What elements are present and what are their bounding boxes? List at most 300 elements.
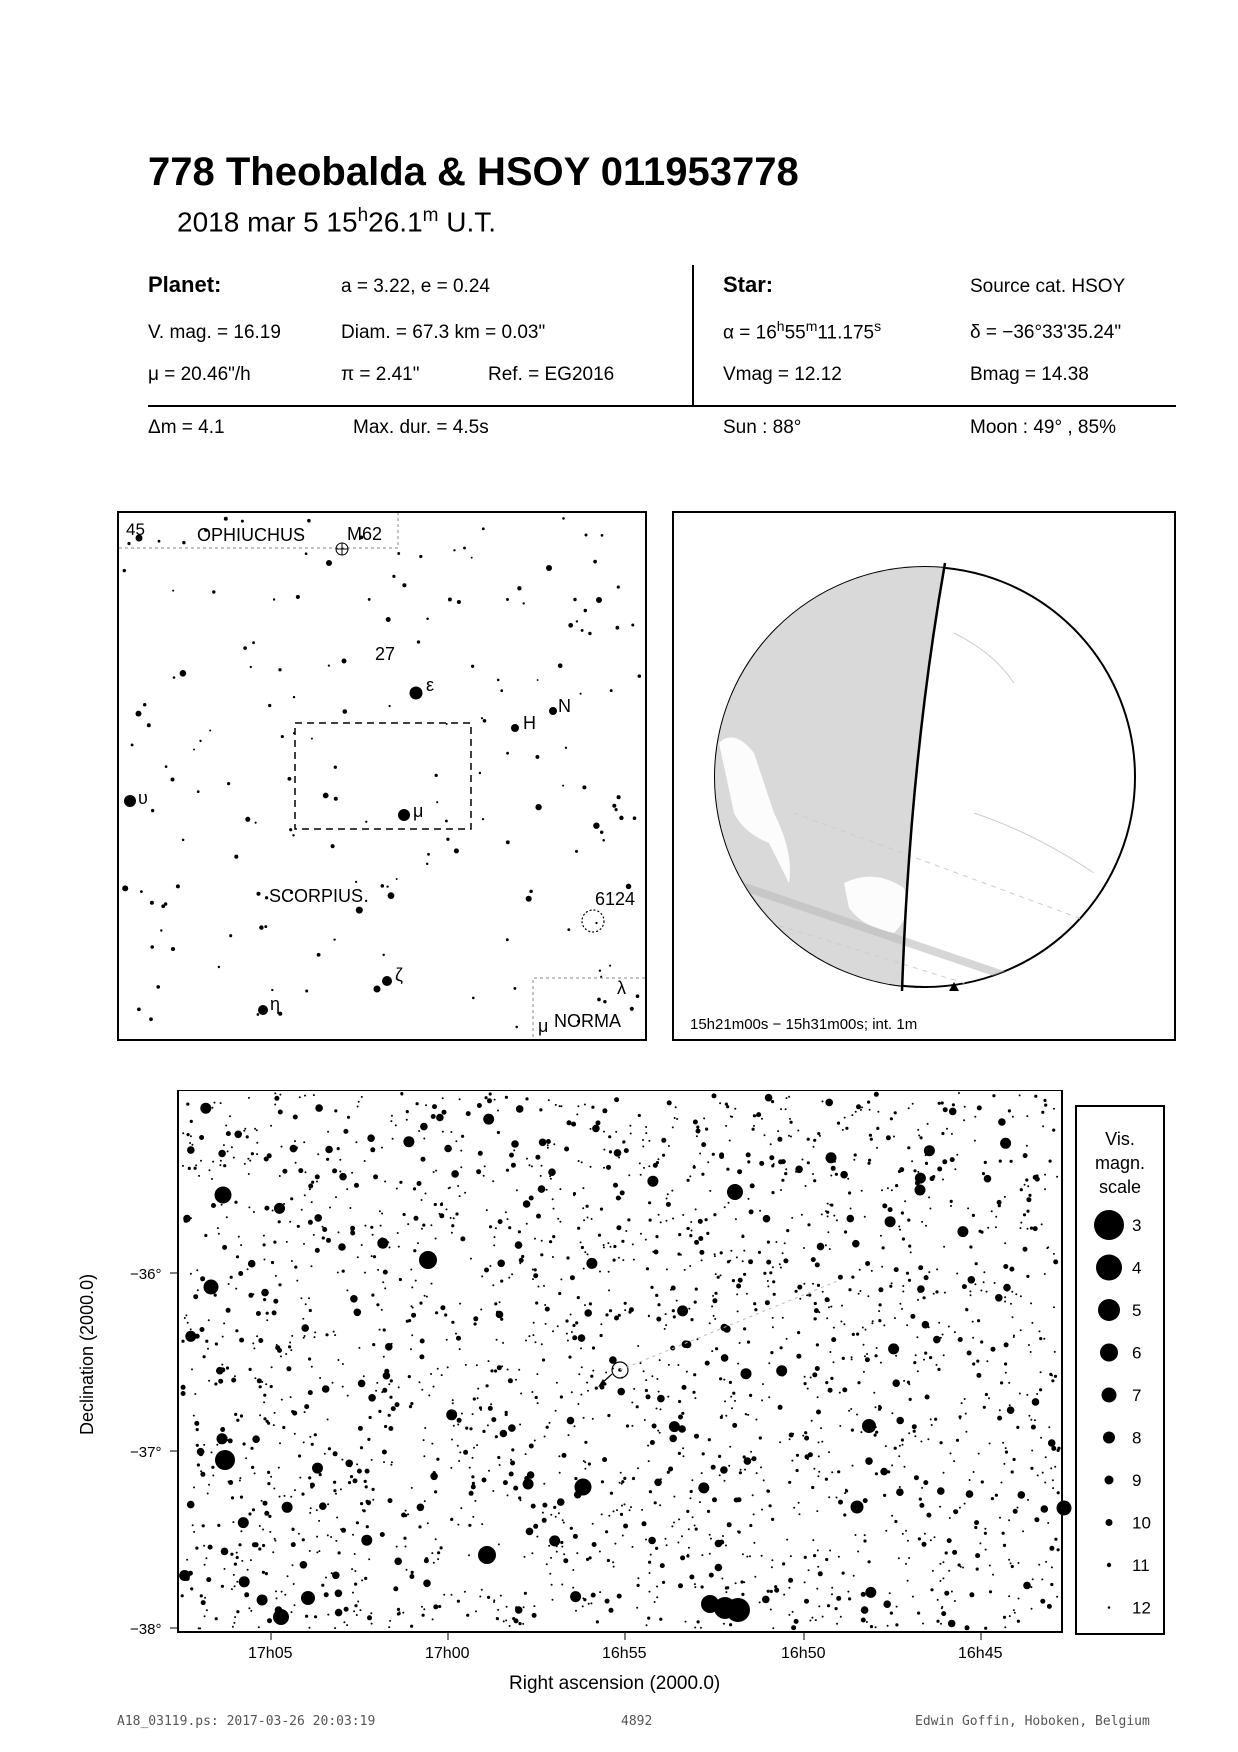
detail-star <box>450 1217 452 1219</box>
detail-star <box>263 1417 266 1420</box>
finder-star <box>331 844 335 848</box>
detail-star <box>612 1561 614 1563</box>
detail-star <box>678 1233 681 1236</box>
detail-star <box>564 1147 569 1152</box>
detail-star <box>329 1207 331 1209</box>
detail-star <box>795 1171 797 1173</box>
detail-star <box>1010 1303 1012 1305</box>
detail-star <box>917 1129 919 1131</box>
label-scorpius: SCORPIUS <box>269 886 364 906</box>
detail-star <box>479 1406 482 1409</box>
detail-star <box>292 1564 294 1566</box>
detail-star <box>252 1508 255 1511</box>
detail-star <box>711 1305 713 1307</box>
detail-star <box>208 1380 210 1382</box>
detail-star <box>346 1188 348 1190</box>
scale-label: 11 <box>1132 1556 1150 1575</box>
detail-star <box>196 1269 198 1271</box>
detail-star <box>841 1305 843 1307</box>
detail-star <box>275 1299 277 1301</box>
detail-star <box>656 1317 661 1322</box>
detail-star <box>1030 1302 1032 1304</box>
detail-star <box>615 1131 617 1133</box>
detail-star <box>518 1369 520 1371</box>
detail-star <box>654 1479 662 1487</box>
detail-star <box>549 1422 551 1424</box>
detail-star <box>589 1302 592 1305</box>
detail-star <box>603 1167 605 1169</box>
detail-star <box>649 1219 652 1222</box>
detail-star <box>732 1423 737 1428</box>
detail-star <box>334 1109 337 1112</box>
detail-star <box>690 1490 693 1493</box>
detail-star <box>821 1213 823 1215</box>
detail-star <box>895 1355 897 1357</box>
finder-chart <box>117 511 647 1041</box>
detail-star <box>296 1280 298 1282</box>
detail-star <box>411 1334 413 1336</box>
detail-star <box>552 1256 554 1258</box>
detail-star <box>1053 1253 1055 1255</box>
detail-star <box>298 1454 301 1457</box>
detail-star <box>1008 1109 1011 1112</box>
finder-star <box>147 723 151 727</box>
detail-star <box>613 1183 618 1188</box>
detail-star <box>773 1163 775 1165</box>
detail-star <box>737 1530 739 1532</box>
detail-star <box>187 1146 195 1154</box>
detail-star <box>496 1339 498 1341</box>
detail-star <box>370 1612 372 1614</box>
detail-star <box>827 1604 830 1607</box>
detail-star <box>794 1619 799 1624</box>
detail-star <box>749 1524 752 1527</box>
detail-star <box>867 1295 869 1297</box>
finder-star <box>323 793 329 799</box>
detail-star <box>327 1614 329 1616</box>
detail-star <box>839 1425 841 1427</box>
detail-star <box>368 1394 376 1402</box>
detail-star <box>692 1516 694 1518</box>
detail-star <box>228 1438 233 1443</box>
detail-star <box>814 1308 819 1313</box>
detail-star <box>487 1424 489 1426</box>
detail-star <box>500 1430 508 1438</box>
detail-star <box>864 1216 866 1218</box>
detail-star <box>509 1472 514 1477</box>
detail-star <box>614 1149 622 1157</box>
detail-star <box>428 1394 430 1396</box>
detail-star <box>730 1115 732 1117</box>
detail-star <box>851 1429 854 1432</box>
detail-star <box>338 1231 340 1233</box>
detail-star <box>542 1503 547 1508</box>
detail-star <box>432 1618 434 1620</box>
detail-star <box>843 1323 845 1325</box>
detail-star <box>697 1338 699 1340</box>
detail-star <box>334 1627 336 1629</box>
finder-bright-star <box>596 597 602 603</box>
detail-star <box>1002 1532 1005 1535</box>
detail-star <box>580 1347 582 1349</box>
detail-star <box>553 1208 555 1210</box>
scale-label: 3 <box>1132 1216 1142 1235</box>
finder-star <box>481 717 483 719</box>
detail-star <box>354 1183 359 1188</box>
detail-star <box>472 1482 475 1485</box>
detail-star <box>894 1520 897 1523</box>
detail-star <box>898 1170 901 1173</box>
detail-star <box>1042 1125 1044 1127</box>
finder-chart-svg <box>119 513 645 1039</box>
detail-star <box>298 1168 303 1173</box>
detail-star <box>811 1420 813 1422</box>
detail-star <box>981 1480 984 1483</box>
detail-star <box>271 1366 273 1368</box>
detail-star <box>707 1510 710 1513</box>
finder-star <box>506 752 509 755</box>
detail-star <box>494 1236 496 1238</box>
event-maxdur: Max. dur. = 4.5s <box>353 417 489 438</box>
detail-star <box>373 1255 376 1258</box>
detail-star <box>570 1314 572 1316</box>
detail-star <box>949 1108 957 1116</box>
detail-star <box>736 1293 738 1295</box>
x-axis-label: Right ascension (2000.0) <box>509 1673 721 1694</box>
detail-star <box>817 1132 820 1135</box>
detail-star <box>314 1615 317 1618</box>
detail-star <box>616 1196 621 1201</box>
detail-star <box>476 1444 478 1446</box>
detail-star <box>902 1533 904 1535</box>
detail-star <box>580 1241 582 1243</box>
detail-star <box>199 1627 201 1629</box>
detail-star <box>493 1244 495 1246</box>
detail-star <box>455 1212 458 1215</box>
detail-star <box>278 1220 281 1223</box>
finder-star <box>218 966 220 968</box>
finder-star <box>386 885 388 887</box>
detail-star <box>218 1233 220 1235</box>
detail-star <box>844 1117 846 1119</box>
detail-star <box>338 1551 341 1554</box>
detail-star <box>503 1480 508 1485</box>
detail-star <box>671 1190 673 1192</box>
detail-star <box>797 1331 800 1334</box>
detail-star <box>183 1215 191 1223</box>
detail-star <box>484 1268 489 1273</box>
finder-star <box>355 881 357 883</box>
detail-star <box>817 1243 825 1251</box>
detail-star <box>220 1102 222 1104</box>
detail-star <box>1057 1491 1060 1494</box>
detail-star <box>804 1382 807 1385</box>
detail-star <box>216 1444 218 1446</box>
detail-star <box>607 1559 610 1562</box>
detail-star <box>725 1415 727 1417</box>
detail-star <box>370 1147 375 1152</box>
detail-star <box>938 1102 941 1105</box>
detail-star <box>894 1447 897 1450</box>
detail-star <box>364 1480 367 1483</box>
detail-star <box>483 1114 494 1125</box>
detail-star <box>848 1597 851 1600</box>
detail-star <box>925 1225 927 1227</box>
detail-star <box>769 1271 772 1274</box>
detail-star <box>342 1386 344 1388</box>
detail-star <box>867 1101 870 1104</box>
detail-star <box>645 1379 647 1381</box>
detail-star <box>268 1515 271 1518</box>
detail-star <box>891 1464 893 1466</box>
detail-star <box>496 1617 499 1620</box>
detail-star <box>553 1143 555 1145</box>
detail-star <box>991 1210 993 1212</box>
detail-star <box>226 1131 231 1136</box>
detail-star <box>486 1209 488 1211</box>
detail-star <box>645 1539 647 1541</box>
label-norma: NORMA <box>554 1011 621 1031</box>
detail-star <box>274 1412 276 1414</box>
detail-star <box>852 1465 854 1467</box>
detail-star <box>711 1350 713 1352</box>
detail-star <box>944 1591 949 1596</box>
detail-star <box>767 1590 770 1593</box>
finder-star <box>305 552 308 555</box>
detail-star <box>290 1396 292 1398</box>
detail-star <box>453 1217 455 1219</box>
detail-star <box>906 1272 909 1275</box>
detail-star <box>391 1115 393 1117</box>
detail-star <box>411 1286 413 1288</box>
detail-star <box>418 1130 420 1132</box>
detail-star <box>461 1239 463 1241</box>
detail-star <box>1030 1586 1032 1588</box>
finder-bright-star <box>258 1005 268 1015</box>
detail-star <box>339 1173 347 1181</box>
detail-star <box>804 1556 807 1559</box>
finder-star <box>593 560 597 564</box>
detail-star <box>456 1336 461 1341</box>
detail-star <box>308 1297 310 1299</box>
detail-star <box>407 1223 409 1225</box>
detail-star <box>563 1522 565 1524</box>
detail-star <box>1010 1562 1012 1564</box>
detail-star <box>761 1399 763 1401</box>
detail-star <box>371 1294 374 1297</box>
detail-star <box>1041 1505 1049 1513</box>
detail-star <box>737 1310 739 1312</box>
detail-star <box>912 1596 914 1598</box>
detail-star <box>257 1595 268 1606</box>
scale-label: 7 <box>1132 1386 1142 1405</box>
detail-star <box>952 1550 957 1555</box>
detail-star <box>572 1587 574 1589</box>
detail-star <box>693 1120 698 1125</box>
detail-star <box>356 1614 358 1616</box>
detail-star <box>827 1215 829 1217</box>
detail-star <box>353 1610 355 1612</box>
detail-star <box>301 1324 309 1332</box>
detail-star <box>606 1165 611 1170</box>
detail-star <box>365 1485 368 1488</box>
detail-star <box>505 1096 508 1099</box>
detail-star <box>1056 1596 1058 1598</box>
detail-star <box>311 1201 313 1203</box>
detail-star <box>1040 1437 1042 1439</box>
finder-star <box>199 740 201 742</box>
detail-star <box>308 1390 313 1395</box>
detail-star <box>193 1415 195 1417</box>
detail-star <box>827 1203 829 1205</box>
detail-star <box>531 1391 533 1393</box>
detail-star <box>811 1617 813 1619</box>
detail-star <box>592 1542 597 1547</box>
detail-star <box>466 1111 471 1116</box>
detail-star <box>317 1153 319 1155</box>
detail-star <box>335 1609 343 1617</box>
detail-star <box>508 1277 510 1279</box>
detail-star <box>315 1248 320 1253</box>
scale-label: 5 <box>1132 1301 1142 1320</box>
detail-star <box>866 1353 868 1355</box>
detail-star <box>648 1460 650 1462</box>
detail-star <box>450 1131 452 1133</box>
detail-star <box>281 1399 283 1401</box>
detail-star <box>875 1472 878 1475</box>
detail-star <box>880 1362 882 1364</box>
detail-star <box>974 1283 976 1285</box>
detail-star <box>826 1152 837 1163</box>
detail-star <box>1028 1194 1031 1197</box>
detail-star <box>779 1263 781 1265</box>
detail-star <box>254 1542 259 1547</box>
finder-star <box>197 790 200 793</box>
detail-star <box>186 1103 189 1106</box>
footer-number: 4892 <box>621 1714 653 1729</box>
detail-star <box>196 1444 199 1447</box>
detail-star <box>859 1290 861 1292</box>
detail-star <box>211 1178 213 1180</box>
detail-star <box>1030 1419 1032 1421</box>
detail-star <box>482 1478 487 1483</box>
detail-star <box>649 1591 651 1593</box>
detail-star <box>383 1461 385 1463</box>
detail-star <box>889 1592 891 1594</box>
detail-star <box>437 1558 439 1560</box>
detail-star <box>701 1259 703 1261</box>
finder-star <box>140 890 143 893</box>
detail-star <box>181 1594 184 1597</box>
detail-star <box>804 1376 806 1378</box>
detail-star <box>436 1458 439 1461</box>
detail-star <box>455 1333 457 1335</box>
detail-star <box>678 1518 680 1520</box>
detail-star <box>946 1128 948 1130</box>
detail-star <box>576 1552 578 1554</box>
detail-star <box>875 1431 878 1434</box>
finder-star <box>600 976 602 978</box>
detail-star <box>1018 1598 1020 1600</box>
finder-star <box>612 804 616 808</box>
detail-star <box>964 1106 966 1108</box>
detail-star <box>322 1227 327 1232</box>
detail-star <box>875 1406 877 1408</box>
finder-star <box>182 541 185 544</box>
detail-star <box>1013 1609 1015 1611</box>
detail-star <box>1034 1095 1037 1098</box>
detail-star <box>1049 1373 1052 1376</box>
detail-star <box>309 1512 311 1514</box>
detail-star <box>396 1546 398 1548</box>
detail-star <box>221 1204 223 1206</box>
detail-star <box>972 1214 975 1217</box>
detail-star <box>614 1097 619 1102</box>
detail-star <box>661 1138 666 1143</box>
detail-star <box>727 1522 732 1527</box>
detail-star <box>427 1522 429 1524</box>
detail-star <box>406 1119 408 1121</box>
detail-star <box>795 1290 798 1293</box>
detail-star <box>1031 1322 1033 1324</box>
detail-star <box>275 1590 277 1592</box>
detail-star <box>197 1463 200 1466</box>
detail-star <box>811 1486 814 1489</box>
detail-star <box>756 1472 758 1474</box>
detail-star <box>423 1580 431 1588</box>
detail-star <box>838 1500 843 1505</box>
detail-star <box>876 1347 878 1349</box>
detail-star <box>381 1147 383 1149</box>
detail-star <box>1004 1296 1006 1298</box>
detail-star <box>505 1413 508 1416</box>
detail-star <box>1030 1467 1033 1470</box>
detail-star <box>692 1391 695 1394</box>
finder-star <box>307 519 311 523</box>
detail-star <box>620 1472 622 1474</box>
detail-star <box>725 1103 728 1106</box>
finder-star <box>193 749 195 751</box>
detail-star <box>894 1267 899 1272</box>
detail-star <box>415 1280 417 1282</box>
detail-star <box>544 1304 546 1306</box>
detail-star <box>902 1237 905 1240</box>
detail-star <box>704 1491 706 1493</box>
finder-star <box>368 598 371 601</box>
detail-star <box>674 1117 676 1119</box>
event-sun: Sun : 88° <box>723 417 802 438</box>
label-27: 27 <box>375 644 396 664</box>
detail-star <box>951 1591 953 1593</box>
detail-star <box>327 1131 329 1133</box>
detail-star <box>254 1472 256 1474</box>
detail-star <box>310 1507 312 1509</box>
detail-star <box>719 1474 721 1476</box>
detail-star <box>788 1135 790 1137</box>
detail-star <box>293 1115 298 1120</box>
detail-star <box>474 1322 477 1325</box>
detail-star <box>977 1105 982 1110</box>
detail-star <box>772 1317 774 1319</box>
detail-star <box>609 1608 614 1613</box>
detail-star <box>923 1359 925 1361</box>
detail-star <box>753 1513 755 1515</box>
detail-star <box>481 1275 483 1277</box>
detail-star <box>641 1509 643 1511</box>
detail-star <box>770 1590 773 1593</box>
detail-star <box>877 1111 879 1113</box>
detail-star <box>197 1289 199 1291</box>
